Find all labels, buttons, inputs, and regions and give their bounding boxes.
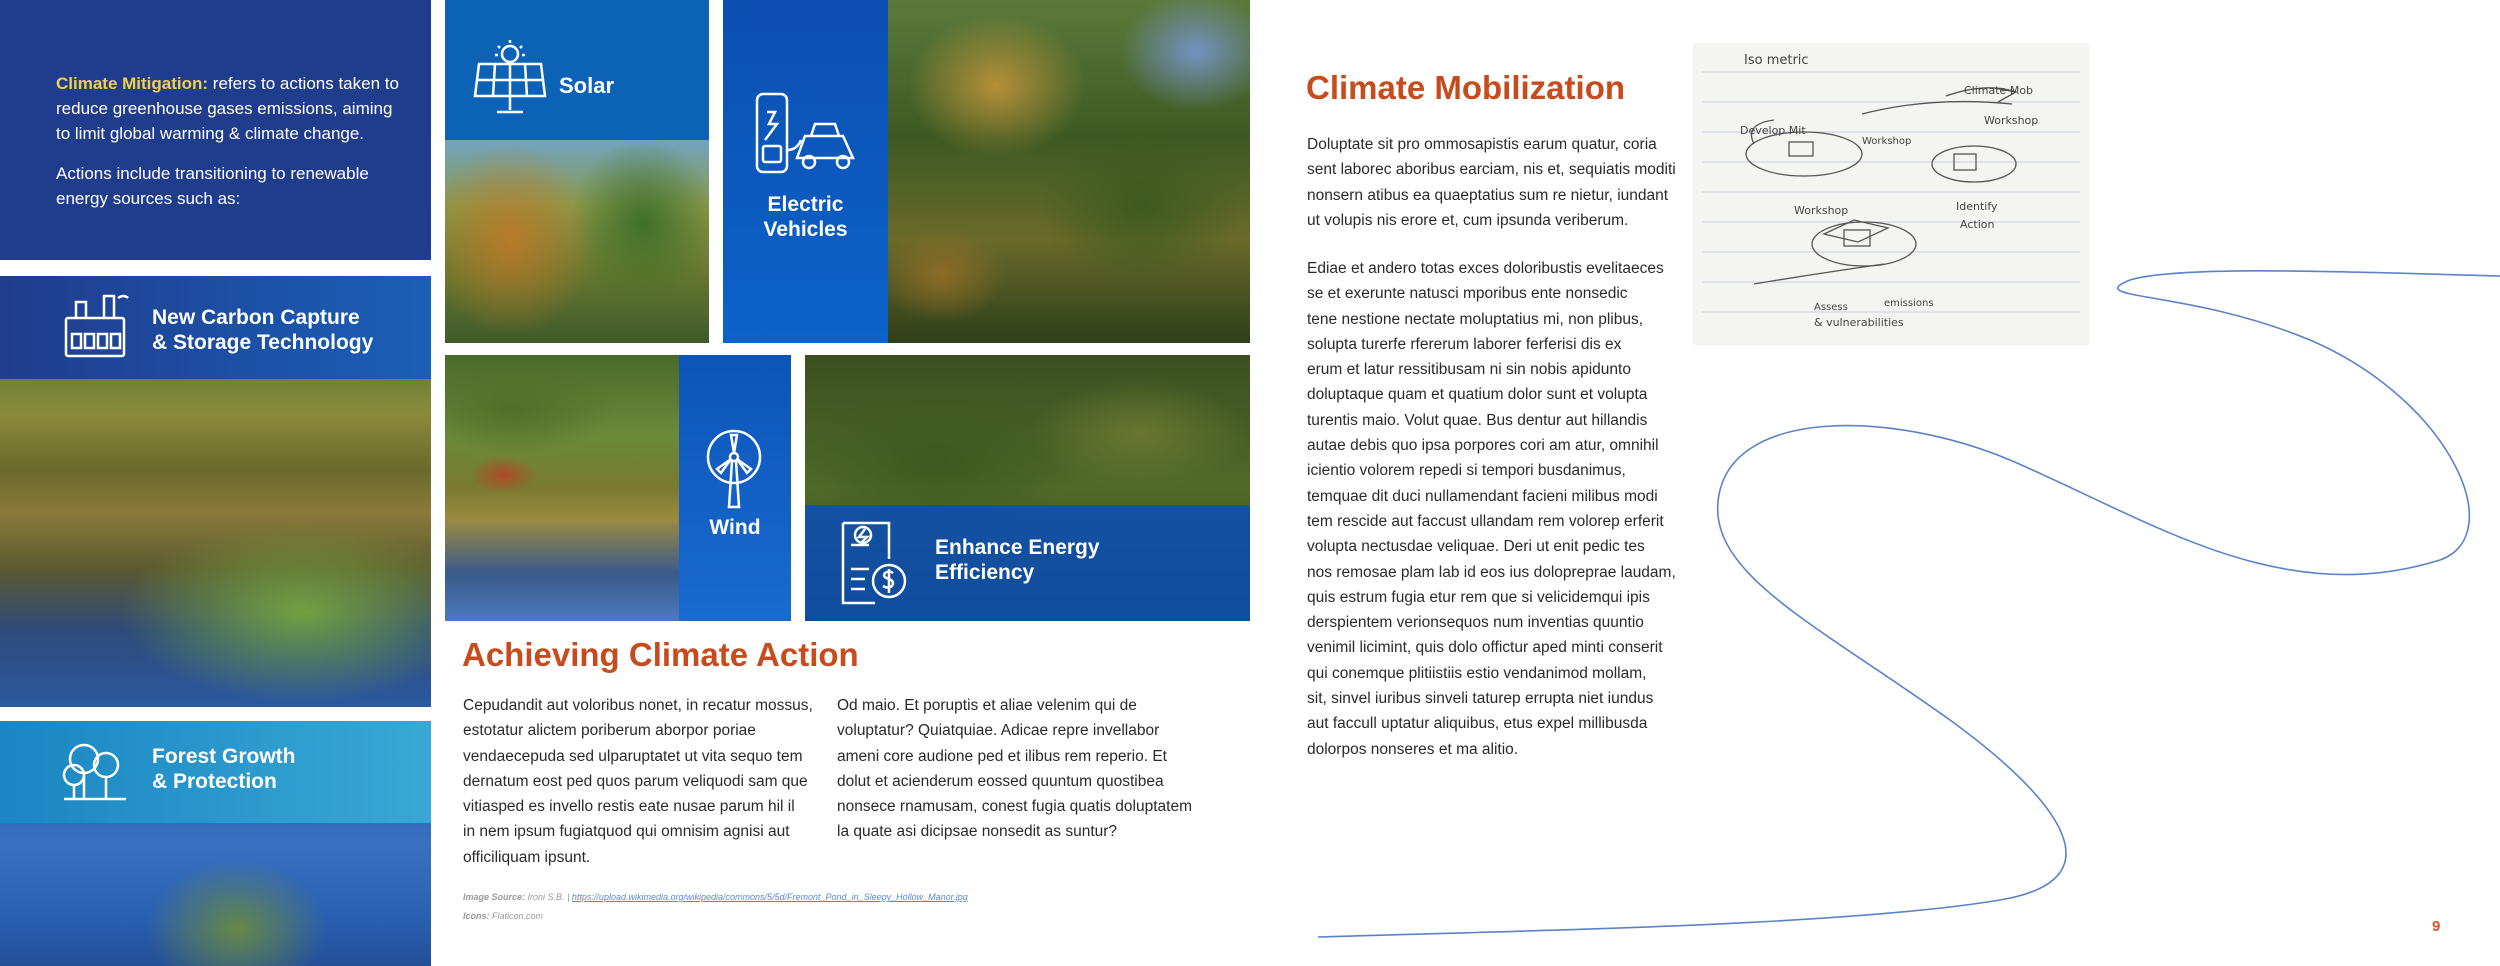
mobilization-line: Ediae et andero totas exces doloribustis evelitaeces	[1307, 260, 1664, 277]
intro-actions: Actions include transitioning to renewable energy sources such as:	[56, 164, 369, 208]
electric-vehicles-line2: Vehicles	[763, 218, 848, 242]
forest-banner	[0, 721, 431, 823]
sketch-label: Workshop	[1794, 204, 1849, 217]
sketch-title: Iso metric	[1744, 53, 1809, 68]
image-source-label: Image Source:	[463, 892, 526, 902]
achieving-col1-line: in nem ipsum fugiatquod qui omnisim agnisi aut	[463, 823, 790, 841]
intro-definition: refers to actions taken to reduce greenhouse gases emissions, aiming to limit global warming & climate change.	[56, 74, 399, 143]
sketch-label: Assess	[1814, 302, 1848, 313]
forest-tile	[0, 721, 431, 966]
image-source-credit	[463, 892, 1023, 902]
achieving-col1-line: Cepudandit aut voloribus nonet, in recatur mossus,	[463, 697, 813, 714]
icons-credit-source: Flaticon.com	[492, 911, 544, 921]
mobilization-line: ut volupis nis erore et, cum ipsunda veriberum.	[1307, 211, 1629, 229]
mobilization-line: aut faccull uptatur aliquibus, etus expel millibusda	[1307, 715, 1648, 733]
achieving-col2-line: nonsece rnamusam, conest fugia quatis doluptatem	[837, 798, 1192, 816]
sketch-label: Develop Mit	[1740, 124, 1806, 137]
mobilization-line: erum et latur ressitibusam ni sin nobis apidunto	[1307, 361, 1631, 379]
mobilization-line: sent laborec aboribus earciam, nis et, sequiatis moditi	[1307, 161, 1676, 179]
achieving-col2-line: ameni core audione ped et ilibus rem reperio. Et	[837, 747, 1167, 765]
achieving-title: Achieving Climate Action	[462, 636, 859, 673]
solar-banner	[445, 0, 709, 140]
wind-tile	[445, 355, 791, 621]
energy-efficiency-line2: Efficiency	[935, 561, 1035, 585]
mobilization-line: tem rescide aut faccust ullandam rem volorep erferit	[1307, 512, 1664, 530]
mobilization-line: tene nestione nectate moluptatius mi, non plibus,	[1307, 310, 1644, 328]
sketch-label: Workshop	[1862, 136, 1912, 147]
energy-efficiency-banner	[805, 505, 1250, 621]
carbon-capture-line2: & Storage Technology	[152, 331, 374, 355]
mobilization-line: se et exerunte natusci mporibus ente nonsedic	[1307, 285, 1628, 303]
sketch-label: Identify	[1956, 200, 1998, 213]
pond-photo	[445, 355, 679, 621]
mobilization-line: Doluptate sit pro ommosapistis earum quatur, coria	[1307, 136, 1657, 153]
achieving-col1	[463, 693, 823, 870]
achieving-col2-line: voluptatur? Quiatquiae. Adicae repre invellabor	[837, 722, 1160, 740]
carbon-capture-line1: New Carbon Capture	[152, 306, 360, 329]
achieving-col2-line: Od maio. Et poruptis et aliae velenim qui de	[837, 697, 1137, 714]
carbon-capture-tile	[0, 276, 431, 707]
achieving-col1-line: officiliquam ipsunt.	[463, 848, 591, 866]
carbon-capture-label	[152, 305, 373, 355]
achieving-col2-line: dolut et acienderum eossed quuntum quostibea	[837, 772, 1164, 790]
mobilization-para2	[1307, 256, 1677, 762]
wind-turbine-icon	[701, 427, 767, 509]
electric-vehicles-label	[723, 192, 888, 242]
sketch-label: Climate Mob	[1964, 84, 2034, 97]
mobilization-line: autae debis quo ipsa porpores cori am atur, omnihil	[1307, 437, 1659, 455]
carbon-capture-banner	[0, 276, 431, 379]
electric-vehicles-banner	[723, 0, 888, 343]
mobilization-line: sit, sinvel iuribus sinveli taturep errupta niet iundus	[1307, 690, 1654, 708]
mobilization-line: qui conemque plitiistiis estio vendanimod mollam,	[1307, 664, 1647, 682]
solar-label: Solar	[559, 73, 615, 98]
sketch-label: Action	[1960, 218, 1995, 231]
intro-panel	[0, 0, 431, 260]
achieving-col1-line: estotatur alictem poriberum aborpor poriae	[463, 722, 756, 740]
mobilization-line: turentis maio. Volut quae. Bus dentur aut hillandis	[1307, 411, 1648, 429]
forest-line2: & Protection	[152, 770, 277, 794]
image-source-link[interactable]: https://upload.wikimedia.org/wikipedia/commons/5/5d/Fremont_Pond_in_Sleepy_Hollow_Manor.jpg	[571, 892, 968, 902]
sketch-label: Workshop	[1984, 114, 2039, 127]
image-source-author: Ironi S.B. |	[527, 892, 570, 902]
achieving-col2-line: la quate asi dicipsae nonsedit as suntur?	[837, 823, 1118, 841]
icons-credit-label: Icons:	[463, 911, 490, 921]
mobilization-line: icientio volorem repedi si tempori busdanimus,	[1307, 462, 1626, 480]
energy-efficiency-line1: Enhance Energy	[935, 536, 1100, 559]
achieving-col1-line: dernatum eost ped quos parum veliquodi sam que	[463, 772, 808, 790]
achieving-col2	[837, 693, 1217, 845]
mobilization-line: derspientem verionsequos num inventias quuntio	[1307, 614, 1644, 632]
sketch-image	[1694, 44, 2088, 344]
forest-label	[152, 744, 296, 794]
mobilization-title: Climate Mobilization	[1306, 69, 1626, 106]
sketch-drawing	[1694, 44, 2088, 344]
trees-icon	[58, 735, 132, 809]
solar-panel-icon	[471, 40, 549, 120]
icons-credit	[463, 911, 543, 921]
mobilization-line: solupta turerfe rfererum laborer ferferisi dis ex	[1307, 335, 1622, 353]
mobilization-line: doluptaque quam et quatium dolor sunt et volupta	[1307, 386, 1648, 404]
solar-tile	[445, 0, 709, 343]
mobilization-line: quis estrum fugia etur rem que si velicidemqui ipis	[1307, 588, 1650, 606]
sketch-label: emissions	[1884, 298, 1934, 309]
wind-label: Wind	[709, 516, 761, 539]
forest-line1: Forest Growth	[152, 745, 296, 768]
intro-text	[56, 71, 411, 146]
sketch-label: & vulnerabilities	[1814, 316, 1904, 329]
energy-bill-icon	[835, 519, 911, 607]
wind-banner	[679, 355, 791, 621]
carbon-capture-icon	[60, 290, 130, 360]
mobilization-line: dolorpos nonseres et ma alitio.	[1307, 740, 1519, 758]
ev-charger-icon	[753, 90, 859, 176]
mobilization-para1	[1307, 132, 1677, 233]
energy-efficiency-label	[935, 535, 1100, 585]
electric-vehicles-tile	[723, 0, 1250, 343]
mobilization-line: nonsern atibus ea quaeptatius sum re nietur, iundant	[1307, 186, 1669, 204]
achieving-col1-line: vitiasped es invello restis eate nusae parum hil il	[463, 798, 795, 816]
energy-efficiency-tile	[805, 355, 1250, 621]
electric-vehicles-line1: Electric	[767, 193, 844, 216]
mobilization-line: temquae dit duci nullamendant facieni milibus modi	[1307, 487, 1658, 505]
mobilization-line: venimil licimint, quis dolo offictur aped minti conserit	[1307, 639, 1663, 657]
mobilization-line: nos remosae plam lab id eos ius dolopreprae laudam,	[1307, 563, 1676, 581]
page-number: 9	[2432, 918, 2441, 935]
forest-photo	[888, 0, 1250, 343]
intro-highlight: Climate Mitigation:	[56, 74, 209, 93]
achieving-col1-line: vendaecepuda sed ulparuptatet ut vita sequo tem	[463, 747, 803, 765]
mobilization-line: volupta nectusdae veliquae. Deri ut enit pedic tes	[1307, 538, 1645, 556]
